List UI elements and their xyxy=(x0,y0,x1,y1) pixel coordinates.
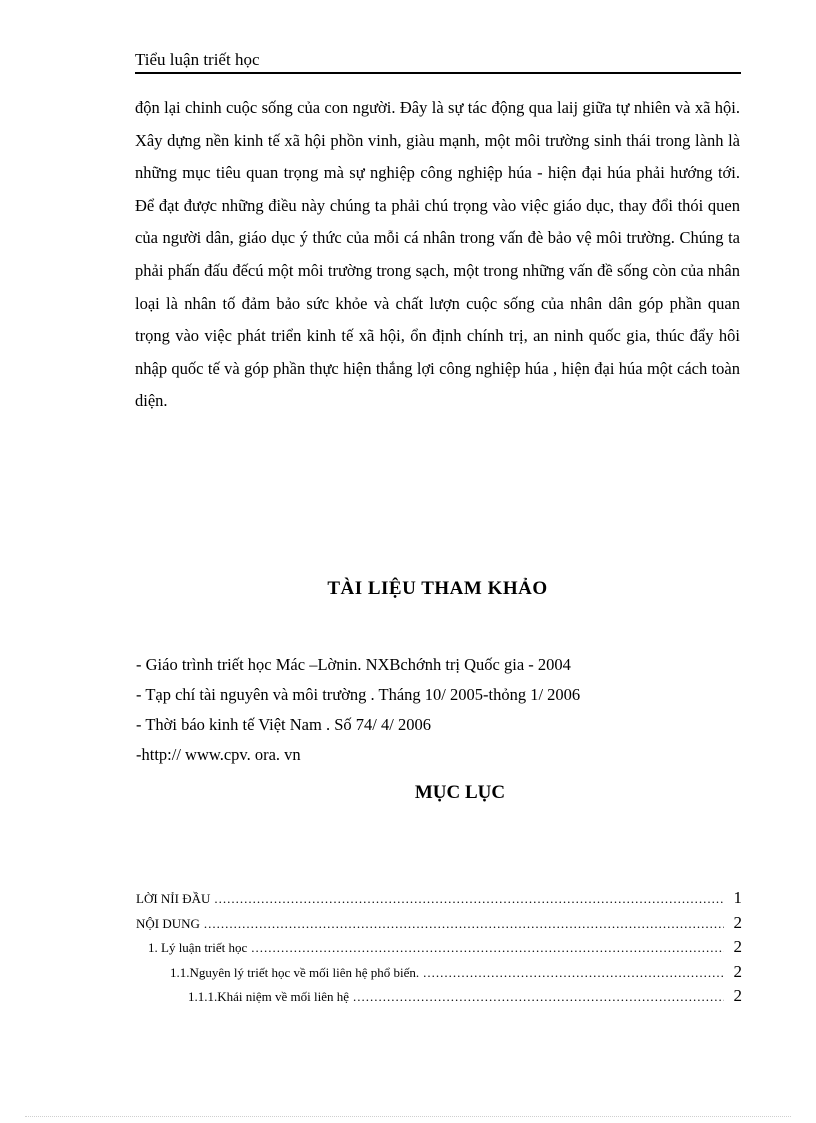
reference-item: - Tạp chí tài nguyên và môi trường . Tháng 10/ 2005-thỏng 1/ 2006 xyxy=(136,685,581,704)
body-paragraph: độn lại chinh cuộc sống của con người. Đây là sự tác động qua laij giữa tự nhiên và xã hội. Xây dựng nền kinh tế xã hội phồn vinh, giàu mạnh, một môi trường sinh thái trong lành là những mục tiêu quan trọng mà sự nghiệp công nghiệp húa - hiện đại húa phải hướng tới. Để đạt được những điều này chúng ta phải chú trọng vào việc giáo dục, thay đổi thói quen của người dân, giáo dục ý thức của mỗi cá nhân trong vấn đè bảo vệ môi trường. Chúng ta phải phấn đấu đếcú một môi trường trong sạch, một trong những vấn đề sống còn của nhân loại là nhân tố đảm bảo sức khỏe và chất lượn cuộc sống của nhân dân góp phần quan trọng vào việc phát triển kinh tế xã hội, ổn định chính trị, an ninh quốc gia, thúc đẩy hôi nhập quốc tế và góp phần thực hiện thắng lợi công nghiệp húa , hiện đại húa một cách toàn diện. xyxy=(135,98,740,411)
toc-entry-page: 2 xyxy=(733,961,742,981)
toc-entry-label: NỘI DUNG xyxy=(136,915,200,931)
toc-leader-dots xyxy=(251,936,724,960)
toc-entry[interactable] xyxy=(136,886,742,911)
reference-item: -http:// www.cpv. ora. vn xyxy=(136,745,301,764)
toc-entry-label: 1. Lý luận triết học xyxy=(148,940,248,955)
table-of-contents xyxy=(136,886,742,1009)
toc-entry[interactable] xyxy=(136,935,742,960)
toc-entry-label: LỜI NỈI ĐẦU xyxy=(136,891,211,906)
references-list xyxy=(136,650,741,770)
toc-entry-page: 1 xyxy=(733,888,742,907)
toc-entry[interactable] xyxy=(136,911,742,936)
toc-heading: MỤC LỤC xyxy=(414,782,506,803)
reference-item: - Thời báo kinh tế Việt Nam . Số 74/ 4/ 2006 xyxy=(136,715,431,734)
toc-leader-dots xyxy=(204,912,724,936)
page-bottom-border xyxy=(25,1116,791,1117)
toc-entry-label: 1.1.Nguyên lý triết học về mối liên hệ phổ biến. xyxy=(170,964,420,980)
page-header: Tiểu luận triết học xyxy=(135,49,741,74)
toc-entry-label: 1.1.1.Khái niệm về mối liên hệ xyxy=(188,989,350,1004)
toc-entry-page: 2 xyxy=(733,986,742,1005)
toc-entry-page: 2 xyxy=(733,912,742,932)
references-heading: TÀI LIỆU THAM KHẢO xyxy=(327,578,548,599)
toc-leader-dots xyxy=(214,887,724,911)
toc-entry[interactable] xyxy=(136,984,742,1009)
toc-leader-dots xyxy=(353,985,724,1009)
toc-entry[interactable] xyxy=(136,960,742,985)
toc-entry-page: 2 xyxy=(733,937,742,956)
reference-item: - Giáo trình triết học Mác –Lờnin. NXBchớnh trị Quốc gia - 2004 xyxy=(136,655,571,674)
toc-leader-dots xyxy=(423,961,724,985)
